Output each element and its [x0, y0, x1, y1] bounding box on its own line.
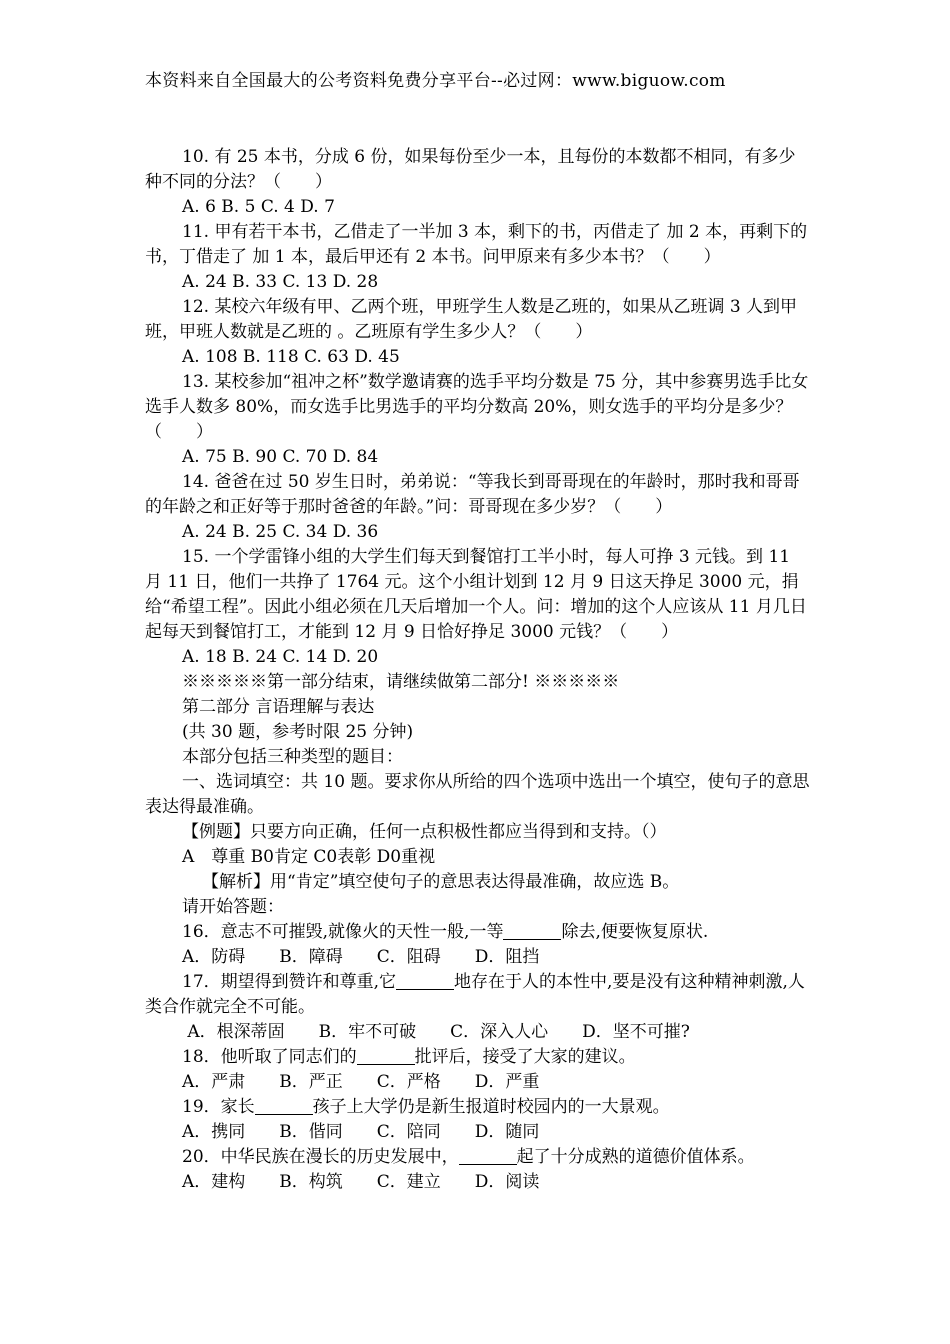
answer-options: A．防碍 B．障碍 C．阻碍 D．阻挡: [182, 947, 540, 967]
question-text-after: 起了十分成熟的道德价值体系。: [516, 1147, 755, 1167]
answer-options: A. 75 B. 90 C. 70 D. 84: [182, 447, 379, 467]
question-text-after: 批评后，接受了大家的建议。: [414, 1047, 636, 1067]
answer-options: A．建构 B．构筑 C．建立 D．阅读: [182, 1172, 540, 1192]
question-text-after: 除去,便要恢复原状.: [561, 922, 709, 942]
text-line: 本部分包括三种类型的题目：: [182, 747, 403, 767]
text-line: 【例题】只要方向正确，任何一点积极性都应当得到和支持。（）: [182, 822, 667, 842]
answer-options: A. 24 B. 33 C. 13 D. 28: [182, 272, 379, 292]
answer-blank: [459, 1147, 517, 1165]
fill-blank-question: [145, 920, 810, 945]
answer-options: A. 24 B. 25 C. 34 D. 36: [182, 522, 379, 542]
answer-options: A．根深蒂固 B．牢不可破 C．深入人心 D．坚不可摧?: [182, 1022, 690, 1042]
question-text-after: 地存在于人的本性中,要是没有这种精神刺激,人类合作就完全不可能。: [145, 972, 805, 1017]
page-header: 本资料来自全国最大的公考资料免费分享平台--必过网：www.biguow.com: [145, 71, 726, 91]
example-explanation: 【解析】用“肯定”填空使句子的意思表达得最准确，故应选 B。: [202, 872, 680, 892]
fill-blank-question: [145, 1045, 810, 1070]
fill-blank-question: [145, 1095, 810, 1120]
answer-options: A 尊重 B0肯定 C0表彰 D0重视: [182, 847, 436, 867]
answer-options: A. 18 B. 24 C. 14 D. 20: [182, 647, 379, 667]
answer-options: A. 6 B. 5 C. 4 D. 7: [182, 197, 335, 217]
question-paragraph: 11. 甲有若干本书，乙借走了一半加 3 本，剩下的书，丙借走了 加 2 本，再剩下的书，丁借走了 加 1 本，最后甲还有 2 本书。问甲原来有多少本书？（ ）: [145, 222, 808, 267]
question-text-before: 20．中华民族在漫长的历史发展中，: [182, 1147, 459, 1167]
answer-options: A．携同 B．偕同 C．陪同 D．随同: [182, 1122, 540, 1142]
answer-blank: [255, 1097, 313, 1115]
question-paragraph: 12. 某校六年级有甲、乙两个班，甲班学生人数是乙班的，如果从乙班调 3 人到甲班，甲班人数就是乙班的 。乙班原有学生多少人？（ ）: [145, 297, 798, 342]
text-line: ※※※※※第一部分结束，请继续做第二部分! ※※※※※: [182, 672, 620, 692]
fill-blank-question: [145, 970, 810, 1020]
document-body: [145, 145, 810, 1195]
text-line: 请开始答题：: [182, 897, 284, 917]
question-text-before: 19．家长: [182, 1097, 255, 1117]
question-text-before: 17．期望得到赞许和尊重,它: [182, 972, 397, 992]
answer-blank: [503, 922, 561, 940]
answer-blank: [396, 972, 454, 990]
answer-options: A．严肃 B．严正 C．严格 D．严重: [182, 1072, 540, 1092]
question-paragraph: 13. 某校参加“祖冲之杯”数学邀请赛的选手平均分数是 75 分，其中参赛男选手比女选手人数多 80%，而女选手比男选手的平均分数高 20%，则女选手的平均分是多少？（ ）: [145, 372, 809, 442]
fill-blank-question: [145, 1145, 810, 1170]
answer-blank: [357, 1047, 415, 1065]
question-paragraph: 10. 有 25 本书，分成 6 份，如果每份至少一本，且每份的本数都不相同，有多少种不同的分法？（ ）: [145, 147, 796, 192]
text-line: (共 30 题，参考时限 25 分钟): [182, 722, 414, 742]
question-text-before: 16．意志不可摧毁,就像火的天性一般,一等: [182, 922, 504, 942]
text-line: 第二部分 言语理解与表达: [182, 697, 375, 717]
question-paragraph: 15. 一个学雷锋小组的大学生们每天到餐馆打工半小时，每人可挣 3 元钱。到 11 月 11 日，他们一共挣了 1764 元。这个小组计划到 12 月 9 日这天挣足 3000 元，捐给“希望工程”。因此小组必须在几天后增加一个人。问：增加的这个人应该从 11 月几日起每天到餐馆打工，才能到 12 月 9 日恰好挣足 3000 元钱？（ ）: [145, 547, 807, 642]
question-paragraph: 14. 爸爸在过 50 岁生日时，弟弟说：“等我长到哥哥现在的年龄时，那时我和哥哥的年龄之和正好等于那时爸爸的年龄。”问：哥哥现在多少岁？（ ）: [145, 472, 800, 517]
question-paragraph: 一、选词填空：共 10 题。要求你从所给的四个选项中选出一个填空，使句子的意思表达得最准确。: [145, 772, 810, 817]
answer-options: A. 108 B. 118 C. 63 D. 45: [182, 347, 400, 367]
question-text-before: 18．他听取了同志们的: [182, 1047, 357, 1067]
question-text-after: 孩子上大学仍是新生报道时校园内的一大景观。: [312, 1097, 670, 1117]
